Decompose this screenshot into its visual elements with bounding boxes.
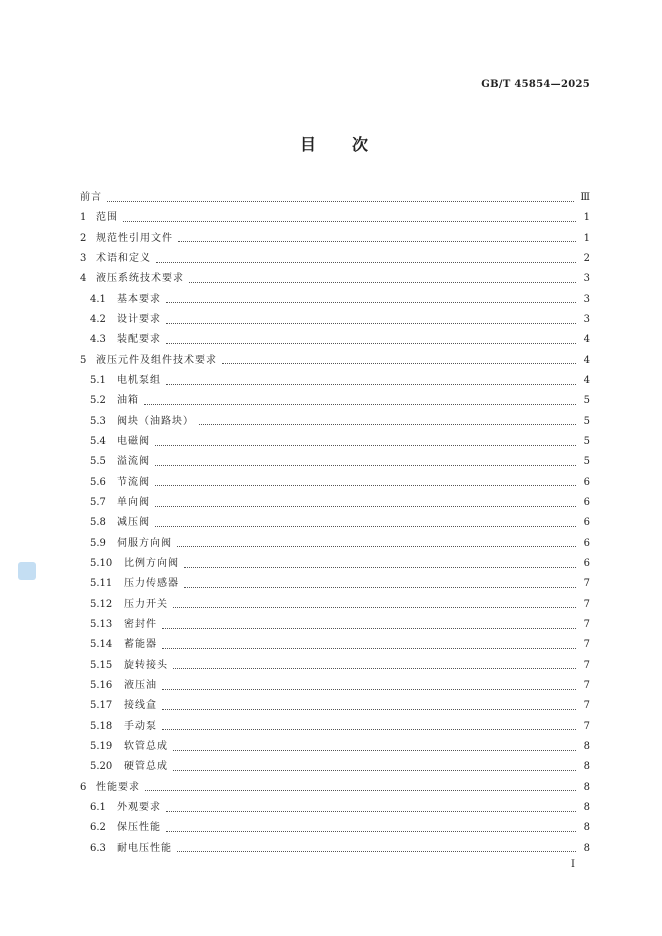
toc-entry-number: 5.20 bbox=[90, 761, 113, 773]
document-id: GB/T 45854—2025 bbox=[481, 79, 590, 90]
dot-leader bbox=[162, 689, 576, 690]
toc-entry-title: 保压性能 bbox=[117, 822, 161, 834]
toc-entry[interactable] bbox=[80, 818, 590, 838]
toc-entry[interactable] bbox=[80, 554, 590, 574]
toc-entry-number: 5.6 bbox=[90, 476, 106, 488]
toc-entry-page: 8 bbox=[583, 802, 590, 813]
dot-leader bbox=[173, 607, 576, 608]
toc-entry-page: 7 bbox=[583, 639, 590, 651]
toc-entry-number: 4.2 bbox=[90, 314, 106, 326]
toc-entry-number: 5.19 bbox=[90, 741, 113, 753]
toc-entry[interactable] bbox=[80, 391, 590, 411]
toc-entry-page: 5 bbox=[583, 415, 590, 427]
toc-entry-number: 5.7 bbox=[90, 497, 106, 509]
toc-entry-page: 3 bbox=[583, 273, 590, 285]
toc-entry-title: 节流阀 bbox=[117, 476, 150, 488]
toc-entry-title: 单向阀 bbox=[117, 497, 150, 509]
toc-entry-title: 阀块（油路块） bbox=[117, 415, 194, 427]
dot-leader bbox=[166, 302, 576, 303]
toc-entry[interactable] bbox=[80, 656, 590, 676]
toc-entry[interactable] bbox=[80, 208, 590, 228]
dot-leader bbox=[166, 384, 576, 385]
toc-entry[interactable] bbox=[80, 534, 590, 554]
toc-entry-page: 7 bbox=[583, 720, 590, 732]
toc-entry[interactable] bbox=[80, 778, 590, 798]
toc-entry-page: 6 bbox=[583, 517, 590, 529]
toc-entry-number: 5.3 bbox=[90, 415, 106, 427]
dot-leader bbox=[162, 709, 576, 710]
toc-entry[interactable] bbox=[80, 493, 590, 513]
dot-leader bbox=[166, 831, 576, 832]
toc-entry-number: 5.8 bbox=[90, 517, 106, 529]
toc-entry-number: 4.3 bbox=[90, 334, 106, 346]
toc-entry-page: 3 bbox=[583, 314, 590, 326]
toc-entry-page: 4 bbox=[583, 354, 590, 366]
toc-entry-page: 7 bbox=[583, 619, 590, 631]
toc-entry-page: 6 bbox=[583, 558, 590, 570]
dot-leader bbox=[184, 587, 576, 588]
toc-entry[interactable] bbox=[80, 412, 590, 432]
toc-entry-title: 油箱 bbox=[117, 395, 139, 407]
toc-entry-title: 比例方向阀 bbox=[124, 558, 179, 570]
toc-entry-page: 7 bbox=[583, 659, 590, 671]
toc-entry[interactable] bbox=[80, 269, 590, 289]
toc-entry-number: 2 bbox=[80, 232, 87, 244]
dot-leader bbox=[199, 424, 576, 425]
toc-entry-number: 5.17 bbox=[90, 700, 113, 712]
toc-entry-title: 旋转接头 bbox=[124, 659, 168, 671]
toc-entry-page: 8 bbox=[583, 822, 590, 834]
toc-entry-number: 5.5 bbox=[90, 456, 106, 468]
toc-entry-title: 范围 bbox=[96, 212, 118, 224]
toc-entry-title: 手动泵 bbox=[124, 720, 157, 732]
dot-leader bbox=[162, 628, 576, 629]
toc-entry-page: 6 bbox=[583, 537, 590, 549]
toc-entry[interactable] bbox=[80, 330, 590, 350]
toc-entry-page: 6 bbox=[583, 497, 590, 509]
toc-entry-title: 术语和定义 bbox=[96, 253, 151, 265]
toc-entry-page: 4 bbox=[583, 375, 590, 387]
toc-entry-title: 硬管总成 bbox=[124, 761, 168, 773]
dot-leader bbox=[173, 750, 576, 751]
dot-leader bbox=[177, 851, 576, 852]
toc-entry-page: 2 bbox=[583, 253, 590, 265]
toc-entry[interactable] bbox=[80, 574, 590, 594]
toc-entry-page: 1 bbox=[583, 232, 590, 244]
toc-entry-title: 溢流阀 bbox=[117, 456, 150, 468]
dot-leader bbox=[184, 567, 576, 568]
toc-entry-title: 设计要求 bbox=[117, 314, 161, 326]
toc-entry[interactable] bbox=[80, 371, 590, 391]
dot-leader bbox=[155, 506, 576, 507]
toc-entry[interactable] bbox=[80, 229, 590, 249]
dot-leader bbox=[178, 241, 576, 242]
toc-entry-title: 液压系统技术要求 bbox=[96, 273, 184, 285]
page-number: I bbox=[571, 859, 575, 870]
toc-entry-title: 规范性引用文件 bbox=[96, 232, 173, 244]
toc-entry-page: 8 bbox=[583, 761, 590, 773]
toc-entry-title: 液压油 bbox=[124, 680, 157, 692]
toc-entry[interactable] bbox=[80, 513, 590, 533]
toc-entry-page: 7 bbox=[583, 598, 590, 610]
dot-leader bbox=[173, 770, 576, 771]
dot-leader bbox=[166, 811, 576, 812]
toc-entry[interactable] bbox=[80, 452, 590, 472]
dot-leader bbox=[222, 363, 576, 364]
toc-entry-page: 5 bbox=[583, 456, 590, 468]
dot-leader bbox=[144, 404, 576, 405]
toc-entry-title: 压力开关 bbox=[124, 598, 168, 610]
dot-leader bbox=[155, 465, 576, 466]
toc-entry-title: 减压阀 bbox=[117, 517, 150, 529]
table-of-contents bbox=[80, 188, 590, 859]
toc-entry-number: 5.10 bbox=[90, 558, 113, 570]
toc-entry[interactable] bbox=[80, 635, 590, 655]
dot-leader bbox=[107, 201, 574, 202]
toc-entry-number: 5.13 bbox=[90, 619, 113, 631]
toc-entry[interactable] bbox=[80, 676, 590, 696]
toc-entry-title: 伺服方向阀 bbox=[117, 537, 172, 549]
toc-entry-number: 5.11 bbox=[90, 578, 113, 590]
dot-leader bbox=[145, 790, 576, 791]
toc-entry-title: 接线盒 bbox=[124, 700, 157, 712]
toc-entry-page: 7 bbox=[583, 700, 590, 712]
toc-entry[interactable] bbox=[80, 839, 590, 859]
toc-entry[interactable] bbox=[80, 290, 590, 310]
dot-leader bbox=[166, 343, 576, 344]
toc-entry-page: 5 bbox=[583, 395, 590, 407]
toc-entry-number: 5.4 bbox=[90, 436, 106, 448]
toc-entry[interactable] bbox=[80, 351, 590, 371]
toc-entry-page: 7 bbox=[583, 680, 590, 692]
toc-entry[interactable] bbox=[80, 249, 590, 269]
toc-entry-number: 6.1 bbox=[90, 802, 106, 813]
toc-entry-foreword[interactable] bbox=[80, 188, 590, 208]
toc-entry-title: 基本要求 bbox=[117, 293, 161, 305]
dot-leader bbox=[189, 282, 576, 283]
toc-entry-number: 5 bbox=[80, 354, 87, 366]
toc-entry[interactable] bbox=[80, 696, 590, 716]
toc-entry-title: 装配要求 bbox=[117, 334, 161, 346]
toc-entry-page: 6 bbox=[583, 476, 590, 488]
toc-entry-title: 软管总成 bbox=[124, 741, 168, 753]
toc-entry-number: 4 bbox=[80, 273, 87, 285]
toc-entry[interactable] bbox=[80, 717, 590, 737]
toc-entry-number: 5.16 bbox=[90, 680, 113, 692]
toc-entry-title: 前言 bbox=[80, 192, 102, 204]
toc-entry[interactable] bbox=[80, 798, 590, 818]
toc-heading: 目次 bbox=[300, 135, 405, 154]
toc-entry-page: Ⅲ bbox=[580, 192, 590, 204]
dot-leader bbox=[155, 526, 576, 527]
toc-entry-title: 蓄能器 bbox=[124, 639, 157, 651]
toc-entry-title: 密封件 bbox=[124, 619, 157, 631]
toc-entry[interactable] bbox=[80, 737, 590, 757]
toc-entry-number: 5.14 bbox=[90, 639, 113, 651]
toc-entry-number: 5.9 bbox=[90, 537, 106, 549]
toc-entry-page: 1 bbox=[583, 212, 590, 224]
toc-entry-page: 8 bbox=[583, 741, 590, 753]
dot-leader bbox=[162, 729, 576, 730]
toc-entry-page: 7 bbox=[583, 578, 590, 590]
dot-leader bbox=[123, 221, 576, 222]
toc-entry[interactable] bbox=[80, 615, 590, 635]
toc-entry-number: 5.1 bbox=[90, 375, 106, 387]
toc-entry-page: 5 bbox=[583, 436, 590, 448]
toc-entry-title: 耐电压性能 bbox=[117, 842, 172, 854]
toc-entry-page: 4 bbox=[583, 334, 590, 346]
toc-entry-title: 电磁阀 bbox=[117, 436, 150, 448]
dot-leader bbox=[155, 485, 576, 486]
toc-entry-title: 液压元件及组件技术要求 bbox=[96, 354, 217, 366]
dot-leader bbox=[166, 323, 576, 324]
toc-entry[interactable] bbox=[80, 310, 590, 330]
toc-entry-title: 外观要求 bbox=[117, 802, 161, 813]
dot-leader bbox=[177, 546, 576, 547]
toc-entry[interactable] bbox=[80, 595, 590, 615]
toc-entry-number: 4.1 bbox=[90, 293, 106, 305]
toc-entry-number: 3 bbox=[80, 253, 87, 265]
toc-entry-page: 8 bbox=[583, 842, 590, 854]
dot-leader bbox=[173, 668, 576, 669]
toc-entry-title: 电机泵组 bbox=[117, 375, 161, 387]
toc-entry[interactable] bbox=[80, 432, 590, 452]
toc-entry-title: 压力传感器 bbox=[124, 578, 179, 590]
toc-entry-page: 8 bbox=[583, 781, 590, 793]
toc-entry-number: 5.18 bbox=[90, 720, 113, 732]
floating-widget-icon[interactable] bbox=[18, 562, 36, 580]
toc-entry[interactable] bbox=[80, 757, 590, 777]
toc-entry-title: 性能要求 bbox=[96, 781, 140, 793]
toc-entry-number: 5.2 bbox=[90, 395, 106, 407]
toc-entry[interactable] bbox=[80, 473, 590, 493]
toc-entry-number: 6.3 bbox=[90, 842, 106, 854]
toc-entry-number: 6.2 bbox=[90, 822, 106, 834]
toc-entry-number: 6 bbox=[80, 781, 87, 793]
toc-entry-number: 1 bbox=[80, 212, 87, 224]
dot-leader bbox=[162, 648, 576, 649]
toc-entry-page: 3 bbox=[583, 293, 590, 305]
toc-entry-number: 5.12 bbox=[90, 598, 113, 610]
dot-leader bbox=[155, 445, 576, 446]
toc-entry-number: 5.15 bbox=[90, 659, 113, 671]
dot-leader bbox=[156, 262, 576, 263]
